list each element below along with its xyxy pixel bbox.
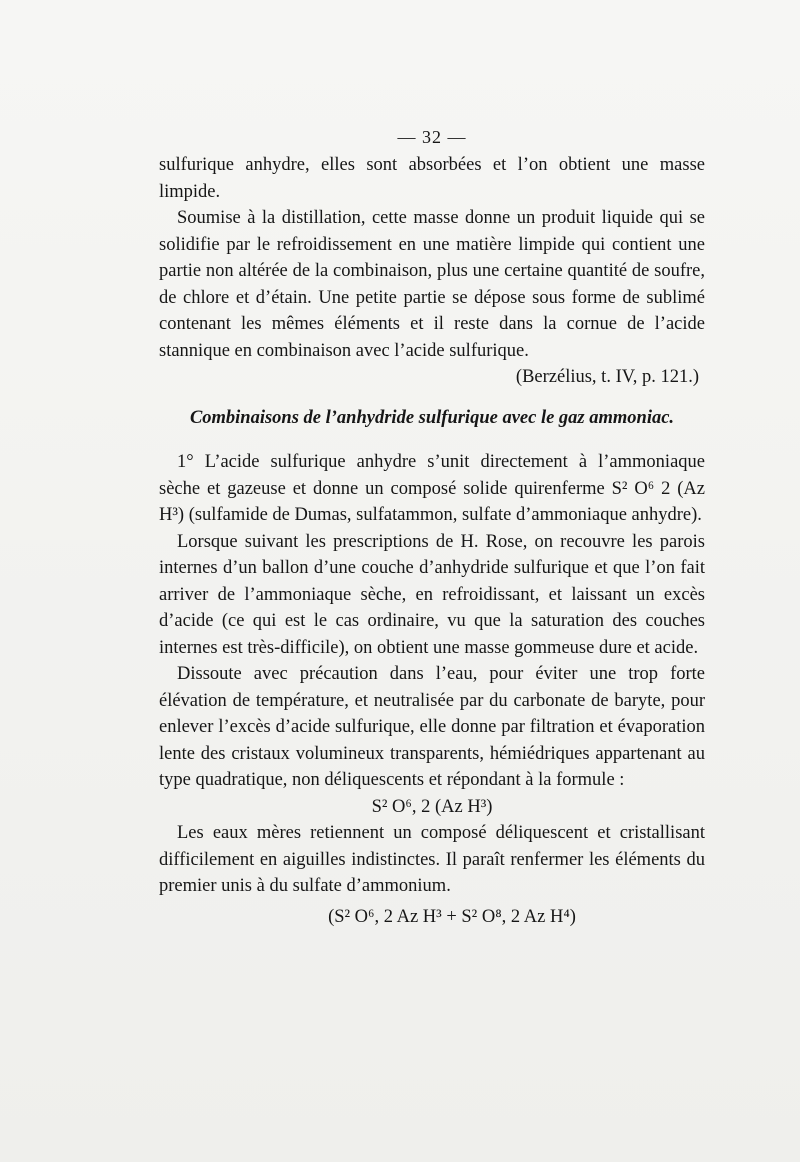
paragraph-combination: 1° L’acide sulfurique anhydre s’unit directement à l’ammoniaque sèche et gazeuse et donne un composé solide quirenferme S² O⁶ 2 (Az H³) (sulfamide de Dumas, sulfatammon, sulfate d’ammoniaque anhydre). bbox=[159, 452, 705, 525]
formula-compound: (S² O⁶, 2 Az H³ + S² O⁸, 2 Az H⁴) bbox=[328, 906, 576, 927]
paragraph-dissolution: Dissoute avec précaution dans l’eau, pour éviter une trop forte élévation de température, et neutralisée par du carbonate de baryte, pour enlever l’excès d’acide sulfurique, elle donne par filtration et évaporation lente des cristaux volumineux transparents, hémiédriques appartenant au type quadratique, non déliquescents et répondant à la formule : bbox=[159, 664, 705, 790]
formula-crystals: S² O⁶, 2 (Az H³) bbox=[371, 796, 493, 817]
paragraph-rose-method: Lorsque suivant les prescriptions de H. Rose, on recouvre les parois internes d’un ballon d’une couche d’anhydride sulfurique et que l’on fait arriver de l’ammoniaque sèche, en refroidissant, et laissant un excès d’acide (ce qui est le cas ordinaire, vu que la saturation des couches internes est très-difficile), on obtient une masse gommeuse dure et acide. bbox=[159, 531, 705, 658]
citation: (Berzélius, t. IV, p. 121.) bbox=[515, 367, 699, 387]
paragraph-continuation: sulfurique anhydre, elles sont absorbées et l’on obtient une masse limpide. bbox=[159, 155, 705, 202]
paragraph-distillation: Soumise à la distillation, cette masse donne un produit liquide qui se solidifie par le refroidissement en une matière limpide qui contient une partie non altérée de la combinaison, plus une certaine quantité de soufre, de chlore et d’étain. Une petite partie se dépose sous forme de sublimé contenant les mêmes éléments et il reste dans la cornue de l’acide stannique en combinaison avec l’acide sulfurique. bbox=[159, 208, 705, 361]
section-title: Combinaisons de l’anhydride sulfurique avec le gaz ammoniac. bbox=[189, 407, 675, 428]
paragraph-mother-liquor: Les eaux mères retiennent un composé déliquescent et cristallisant difficilement en aiguilles indistinctes. Il paraît renfermer les éléments du premier unis à du sulfate d’ammonium. bbox=[159, 823, 705, 896]
page-number: — 32 — bbox=[397, 127, 467, 147]
text-block bbox=[159, 124, 705, 930]
